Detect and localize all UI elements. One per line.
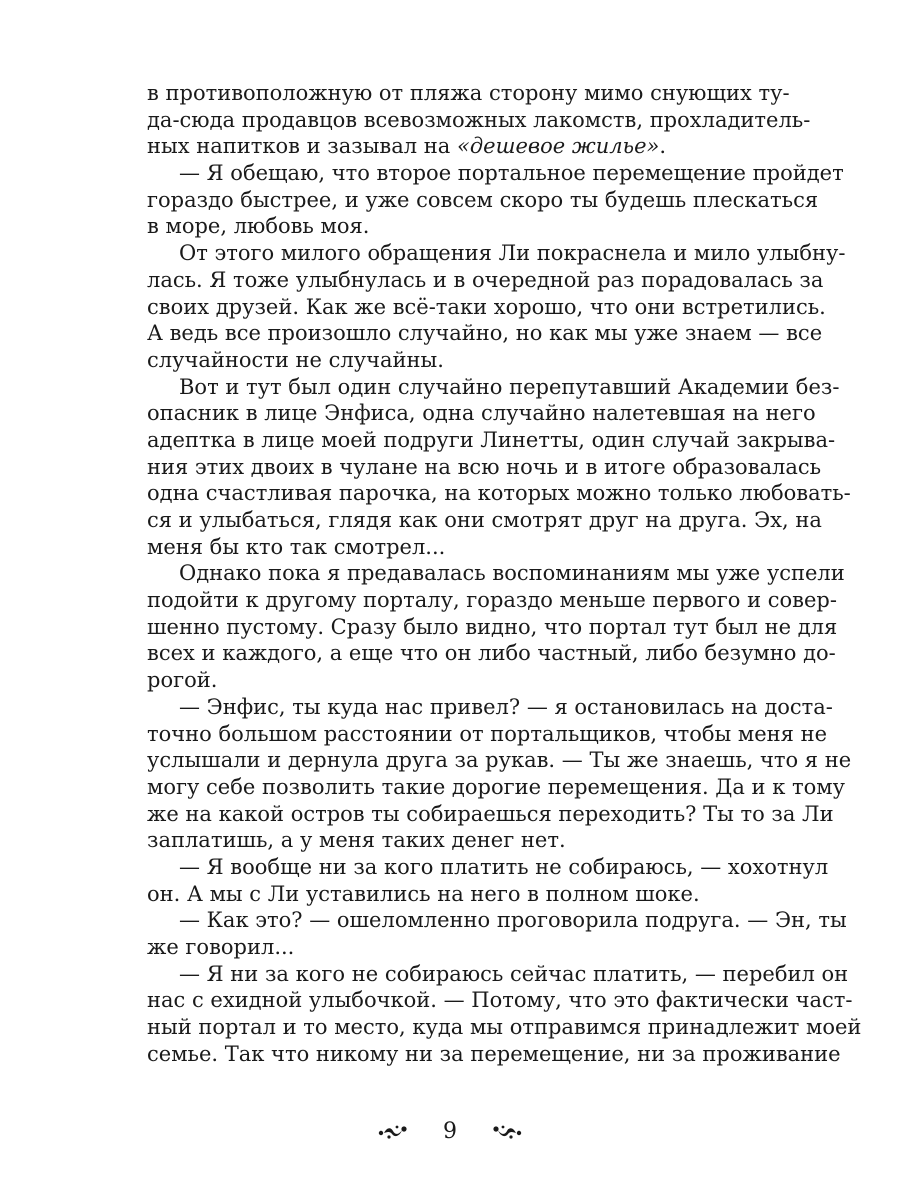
page-number: 9 bbox=[443, 1119, 457, 1144]
text-line bbox=[147, 374, 840, 401]
text-line bbox=[147, 907, 847, 934]
text-line bbox=[147, 934, 777, 961]
text-line bbox=[147, 614, 838, 641]
text-line-content: ных напитков и зазывал на bbox=[147, 134, 457, 159]
text-line-content: лась. Я тоже улыбнулась и в очередной раз порадовалась за bbox=[147, 267, 824, 292]
text-line bbox=[147, 480, 851, 507]
text-line bbox=[147, 987, 853, 1014]
text-line bbox=[147, 854, 829, 881]
text-line-content: да-сюда продавцов всевозможных лакомств, прохладитель- bbox=[147, 107, 811, 132]
text-line bbox=[147, 1041, 841, 1068]
text-line bbox=[147, 801, 834, 828]
text-line bbox=[147, 827, 777, 854]
text-line-content: подойти к другому порталу, гораздо меньше первого и совер- bbox=[147, 588, 837, 613]
text-line-content: ния этих двоих в чулане на всю ночь и в итоге образовалась bbox=[147, 454, 822, 479]
text-line-content: одна счастливая парочка, на которых можно только любовать- bbox=[147, 481, 851, 506]
text-line-content: Вот и тут был один случайно перепутавший Академии без- bbox=[179, 374, 840, 399]
text-line-content: случайности не случайны. bbox=[147, 347, 444, 372]
text-line-content: заплатишь, а у меня таких денег нет. bbox=[147, 828, 566, 853]
text-line bbox=[147, 187, 819, 214]
text-line-content: он. А мы с Ли уставились на него в полном шоке. bbox=[147, 881, 700, 906]
text-line-content: ный портал и то место, куда мы отправимся принадлежит моей bbox=[147, 1015, 862, 1040]
text-line bbox=[147, 213, 777, 240]
text-line-content: опасник в лице Энфиса, одна случайно налетевшая на него bbox=[147, 401, 816, 426]
text-line-content: семье. Так что никому ни за перемещение, ни за проживание bbox=[147, 1041, 841, 1066]
text-line bbox=[147, 80, 790, 107]
text-line-content: в противоположную от пляжа сторону мимо снующих ту- bbox=[147, 81, 790, 105]
text-line bbox=[147, 320, 823, 347]
text-line-content: же на какой остров ты собираешься переходить? Ты то за Ли bbox=[147, 801, 834, 826]
text-line-content: услышали и дернула друга за рукав. — Ты же знаешь, что я не bbox=[147, 748, 852, 773]
text-line bbox=[147, 133, 777, 160]
text-line-content: — Я вообще ни за кого платить не собираюсь, — хохотнул bbox=[179, 854, 829, 879]
text-line-content: могу себе позволить такие дорогие перемещения. Да и к тому bbox=[147, 774, 845, 799]
text-line-tail: . bbox=[659, 134, 667, 159]
text-line bbox=[147, 587, 837, 614]
text-line-content: рогой. bbox=[147, 668, 218, 693]
page-footer bbox=[0, 1112, 900, 1152]
text-line bbox=[147, 694, 833, 721]
text-line-content: ся и улыбаться, глядя как они смотрят друг на друга. Эх, на bbox=[147, 508, 822, 532]
text-line bbox=[147, 881, 777, 908]
text-line-content: — Как это? — ошеломленно проговорила подруга. — Эн, ты bbox=[179, 908, 847, 933]
text-line-content: Однако пока я предавалась воспоминаниям мы уже успели bbox=[179, 561, 845, 586]
floral-ornament-icon bbox=[377, 1123, 409, 1141]
text-line bbox=[147, 267, 824, 294]
text-line bbox=[147, 774, 845, 801]
text-line-content: — Я ни за кого не собираюсь сейчас платить, — перебил он bbox=[179, 961, 849, 986]
text-line-content: точно большом расстоянии от портальщиков, чтобы меня не bbox=[147, 721, 828, 746]
text-line-content: гораздо быстрее, и уже совсем скоро ты будешь плескаться bbox=[147, 187, 819, 212]
text-line-content: — Я обещаю, что второе портальное перемещение пройдет bbox=[179, 161, 844, 186]
text-line bbox=[147, 721, 828, 748]
text-line-content: своих друзей. Как же всё-таки хорошо, что они встретились. bbox=[147, 294, 826, 319]
text-line-content: шенно пустому. Сразу было видно, что портал тут был не для bbox=[147, 614, 838, 639]
text-line-content: А ведь все произошло случайно, но как мы уже знаем — все bbox=[147, 321, 823, 346]
text-line bbox=[147, 240, 846, 267]
text-line bbox=[147, 507, 822, 534]
text-line-content: же говорил... bbox=[147, 935, 295, 959]
text-line bbox=[147, 400, 816, 427]
text-line-content: адептка в лице моей подруги Линетты, один случай закрыва- bbox=[147, 427, 836, 452]
emphasized-text: «дешевое жилье» bbox=[457, 134, 660, 159]
text-line-content: — Энфис, ты куда нас привел? — я остановилась на доста- bbox=[179, 694, 833, 719]
text-line bbox=[147, 640, 836, 667]
text-line-content: От этого милого обращения Ли покраснела и мило улыбну- bbox=[179, 241, 846, 266]
text-line bbox=[147, 667, 777, 694]
text-line bbox=[147, 747, 852, 774]
text-line bbox=[147, 347, 777, 374]
text-line bbox=[147, 107, 811, 134]
body-text bbox=[147, 80, 862, 1067]
text-line-content: в море, любовь моя. bbox=[147, 214, 370, 239]
text-line bbox=[147, 294, 826, 321]
text-line bbox=[147, 454, 822, 481]
text-line-content: нас с ехидной улыбочкой. — Потому, что это фактически част- bbox=[147, 988, 853, 1013]
text-line bbox=[147, 560, 845, 587]
text-line-content: меня бы кто так смотрел... bbox=[147, 534, 446, 559]
text-line bbox=[147, 160, 844, 187]
text-line-content: всех и каждого, а еще что он либо частный, либо безумно до- bbox=[147, 641, 836, 666]
text-line bbox=[147, 1014, 862, 1041]
text-line bbox=[147, 534, 777, 561]
text-line bbox=[147, 961, 849, 988]
text-line bbox=[147, 427, 836, 454]
floral-ornament-icon bbox=[491, 1123, 523, 1141]
